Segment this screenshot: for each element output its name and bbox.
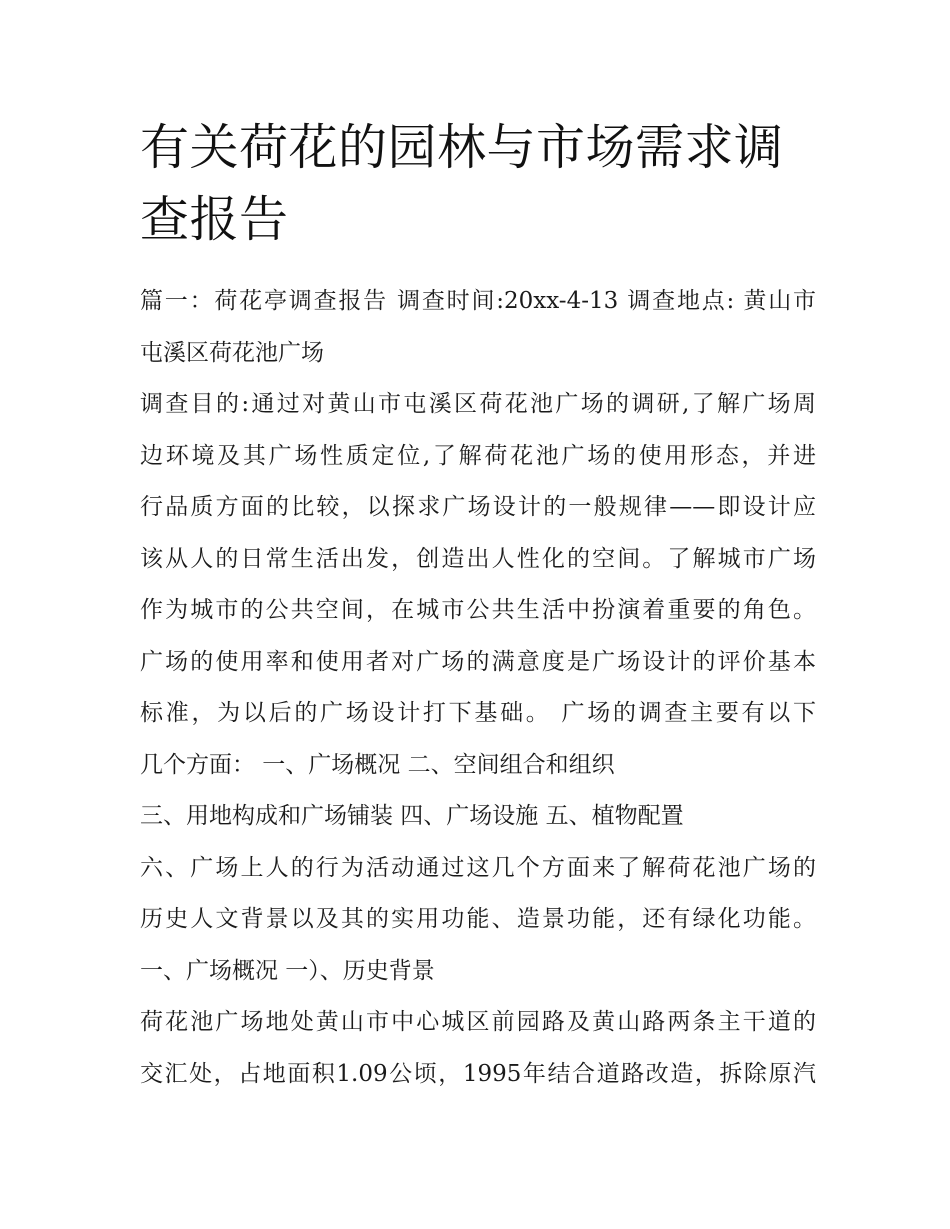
body-line: 行品质方面的比较，以探求广场设计的一般规律——即设计应 — [140, 494, 816, 520]
body-line: 边环境及其广场性质定位,了解荷花池广场的使用形态，并进 — [140, 442, 816, 469]
body-line: 广场的使用率和使用者对广场的满意度是广场设计的评价基本 — [140, 648, 816, 675]
body-line: 一、广场概况 一）、历史背景 — [140, 957, 435, 984]
body-line: 篇一：荷花亭调查报告 调查时间:20xx-4-13 调查地点: 黄山市 — [140, 288, 816, 314]
body-line: 荷花池广场地处黄山市中心城区前园路及黄山路两条主干道的 — [140, 1009, 816, 1035]
body-line: 屯溪区荷花池广场 — [140, 339, 324, 366]
document-body — [140, 276, 816, 1100]
body-line: 交汇处，占地面积1.09公顷，1995年结合道路改造，拆除原汽 — [140, 1060, 816, 1087]
body-line: 六、广场上人的行为活动通过这几个方面来了解荷花池广场的 — [140, 854, 816, 881]
document-title: 有关荷花的园林与市场需求调查报告 — [140, 119, 784, 248]
body-line: 作为城市的公共空间，在城市公共生活中扮演着重要的角色。 — [140, 597, 816, 623]
body-line: 调查目的:通过对黄山市屯溪区荷花池广场的调研,了解广场周 — [140, 391, 816, 417]
body-line: 该从人的日常生活出发，创造出人性化的空间。了解城市广场 — [140, 545, 816, 572]
body-line: 标准，为以后的广场设计打下基础。 广场的调查主要有以下 — [140, 700, 816, 726]
body-line: 历史人文背景以及其的实用功能、造景功能，还有绿化功能。 — [140, 906, 816, 932]
body-line: 三、用地构成和广场铺装 四、广场设施 五、植物配置 — [140, 803, 684, 829]
body-line: 几个方面： 一、广场概况 二、空间组合和组织 — [140, 751, 615, 778]
